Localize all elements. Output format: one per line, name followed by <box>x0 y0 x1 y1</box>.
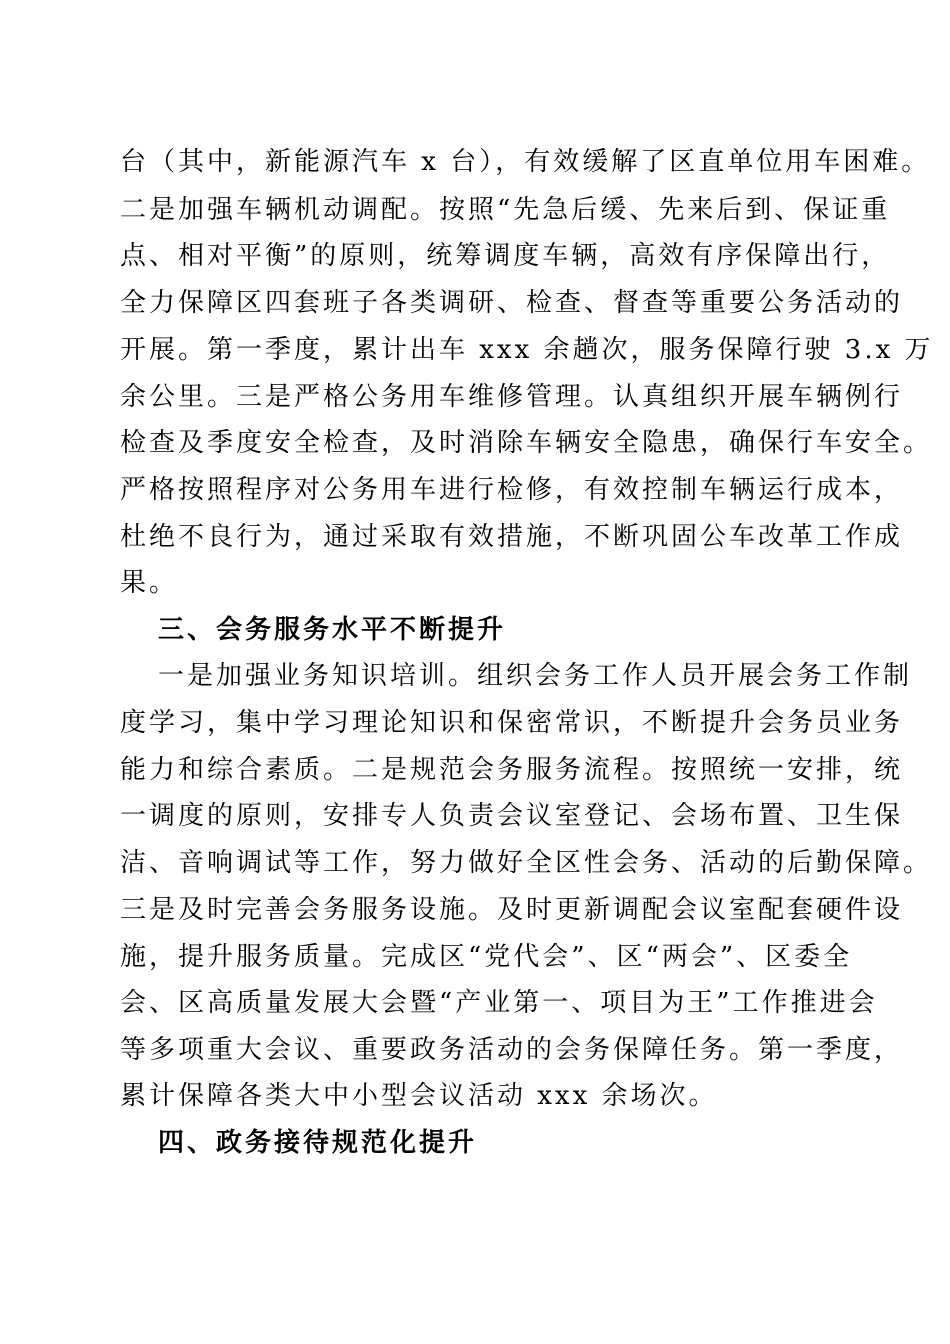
body-text-line: 严格按照程序对公务用车进行检修，有效控制车辆运行成本， <box>120 475 904 505</box>
body-text-line: 检查及季度安全检查，及时消除车辆安全隐患，确保行车安全。 <box>120 428 933 458</box>
body-text-line: 会、区高质量发展大会暨“产业第一、项目为王”工作推进会 <box>120 988 878 1018</box>
body-text-line: 能力和综合素质。二是规范会务服务流程。按照统一安排，统 <box>120 755 904 785</box>
body-text-line: 等多项重大会议、重要政务活动的会务保障任务。第一季度， <box>120 1035 904 1065</box>
body-text-line: 全力保障区四套班子各类调研、检查、督查等重要公务活动的 <box>120 288 904 318</box>
body-text-line: 一调度的原则，安排专人负责会议室登记、会场布置、卫生保 <box>120 801 904 831</box>
body-text-line: 一是加强业务知识培训。组织会务工作人员开展会务工作制 <box>158 661 913 691</box>
body-text-line: 余公里。三是严格公务用车维修管理。认真组织开展车辆例行 <box>120 382 904 412</box>
body-text-line: 度学习，集中学习理论知识和保密常识，不断提升会务员业务 <box>120 708 904 738</box>
section-heading: 三、会务服务水平不断提升 <box>158 615 507 645</box>
body-text-line: 二是加强车辆机动调配。按照“先急后缓、先来后到、保证重 <box>120 195 891 225</box>
body-text-line: 开展。第一季度，累计出车 xxx 余趟次，服务保障行驶 3.x 万 <box>120 335 934 365</box>
body-text-line: 点、相对平衡”的原则，统筹调度车辆，高效有序保障出行， <box>120 241 891 271</box>
body-text-line: 施，提升服务质量。完成区“党代会”、区“两会”、区委全 <box>120 942 853 972</box>
body-text-line: 杜绝不良行为，通过采取有效措施，不断巩固公车改革工作成 <box>120 522 904 552</box>
body-text-line: 累计保障各类大中小型会议活动 xxx 余场次。 <box>120 1081 718 1111</box>
body-text-line: 洁、音响调试等工作，努力做好全区性会务、活动的后勤保障。 <box>120 848 933 878</box>
body-text-line: 三是及时完善会务服务设施。及时更新调配会议室配套硬件设 <box>120 895 904 925</box>
body-text-line: 果。 <box>120 568 179 598</box>
body-text-line: 台（其中，新能源汽车 x 台），有效缓解了区直单位用车困难。 <box>120 147 931 177</box>
section-heading: 四、政务接待规范化提升 <box>158 1128 478 1158</box>
